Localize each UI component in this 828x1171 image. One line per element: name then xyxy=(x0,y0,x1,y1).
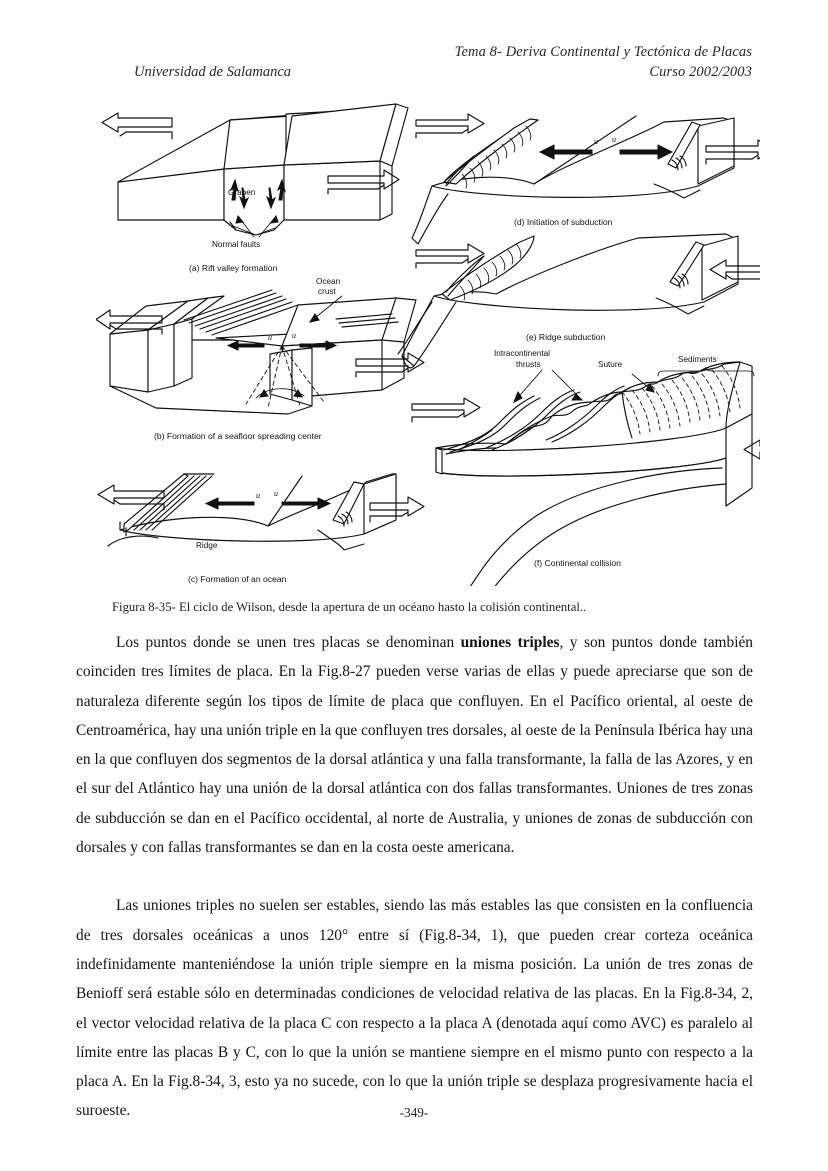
label-ocean: Ocean xyxy=(316,277,341,286)
header-course-info xyxy=(455,42,752,82)
panel-c-caption: (c) Formation of an ocean xyxy=(188,574,287,584)
header-university: Universidad de Salamanca xyxy=(134,64,292,80)
wilson-cycle-diagram xyxy=(96,96,760,586)
label-u-right-c: u xyxy=(274,489,278,498)
panel-f-continental-collision xyxy=(412,349,760,586)
paragraph-1 xyxy=(76,628,753,862)
label-intracontinental: Intracontinental xyxy=(494,349,550,358)
panel-d-subduction-initiation xyxy=(412,114,760,244)
body-text xyxy=(76,628,753,1126)
page-number: -349- xyxy=(399,1105,429,1120)
label-graben: Graben xyxy=(228,188,256,197)
header-course-line: Curso 2002/2003 xyxy=(649,64,752,80)
label-u-left-c: u xyxy=(256,491,260,500)
label-crust: crust xyxy=(318,287,336,296)
panel-a-caption: (a) Rift valley formation xyxy=(189,263,278,273)
paragraph-1-bold-term: uniones triples xyxy=(460,634,560,651)
figure-caption: Figura 8-35- El ciclo de Wilson, desde la apertura de un océano hasto la colisión continental.. xyxy=(112,600,587,614)
extension-arrow-left-a xyxy=(102,113,172,139)
header-topic-line: Tema 8- Deriva Continental y Tectónica de Placas xyxy=(454,44,752,60)
panel-b-seafloor-spreading xyxy=(96,277,424,441)
label-u-left-b: u xyxy=(268,333,272,342)
panel-f-caption: (f) Continental collision xyxy=(534,558,621,568)
label-u-right-d: u xyxy=(612,135,616,144)
label-suture: Suture xyxy=(598,360,623,369)
panel-b-caption: (b) Formation of a seafloor spreading center xyxy=(154,431,322,441)
page-header xyxy=(76,42,752,88)
paragraph-1-pre: Los puntos donde se unen tres placas se denominan xyxy=(116,634,461,651)
label-u-left-d: u xyxy=(594,137,598,146)
panel-e-ridge-subduction xyxy=(398,234,760,368)
collision-arrow-left-f xyxy=(412,398,480,422)
paragraph-2: Las uniones triples no suelen ser estables, siendo las más estables las que consisten en la confluencia de tres dorsales oceánicas a unos 120° entre sí (Fig.8-34, 1), que pueden crear corteza oceánica indefinidamente manteniéndose la unión triple siempre en la misma posición. La unión de tres zonas de Benioff será estable sólo en determinadas condiciones de velocidad relativa de las placas. En la Fig.8-34, 2, el vector velocidad relativa de la placa C con respecto a la placa A (denotada aquí como AVC) es paralelo al límite entre las placas B y C, con lo que la unión se mantiene siempre en el mismo punto con respecto a la placa A. En la Fig.8-34, 3, esto ya no sucede, con lo que la unión triple se desplaza progresivamente hacia el suroeste. xyxy=(76,897,753,1120)
figure-8-35 xyxy=(96,96,760,586)
convergence-arrow-left-d xyxy=(416,114,484,138)
label-sediments: Sediments xyxy=(678,355,717,364)
panel-a-rift-valley xyxy=(102,104,408,273)
label-u-right-b: u xyxy=(292,331,296,340)
panel-c-ocean-formation xyxy=(98,474,424,584)
panel-e-caption: (e) Ridge subduction xyxy=(526,332,606,342)
label-thrusts: thrusts xyxy=(516,360,541,369)
label-ridge: Ridge xyxy=(196,541,218,550)
paragraph-1-post: , y son puntos donde también coinciden tres límites de placa. En la Fig.8-27 pueden verse varias de ellas y puede apreciarse que son de naturaleza diferente según los tipos de límite de placa que confluyen. En el Pacífico oriental, al oeste de Centroamérica, hay una unión triple en la que confluyen tres dorsales, al oeste de la Península Ibérica hay una en la que confluyen dos segmentos de la dorsal atlántica y una falla transformante, la falla de las Azores, y en el sur del Atlántico hay una unión de la dorsal atlántica con dos fallas transformantes. Uniones de tres zonas de subducción se dan en el Pacífico occidental, al norte de Australia, y uniones de zonas de subducción con dorsales y con fallas transformantes se dan en la costa oeste americana. xyxy=(76,634,753,857)
label-normal-faults: Normal faults xyxy=(212,240,261,249)
panel-d-caption: (d) Initiation of subduction xyxy=(514,217,613,227)
